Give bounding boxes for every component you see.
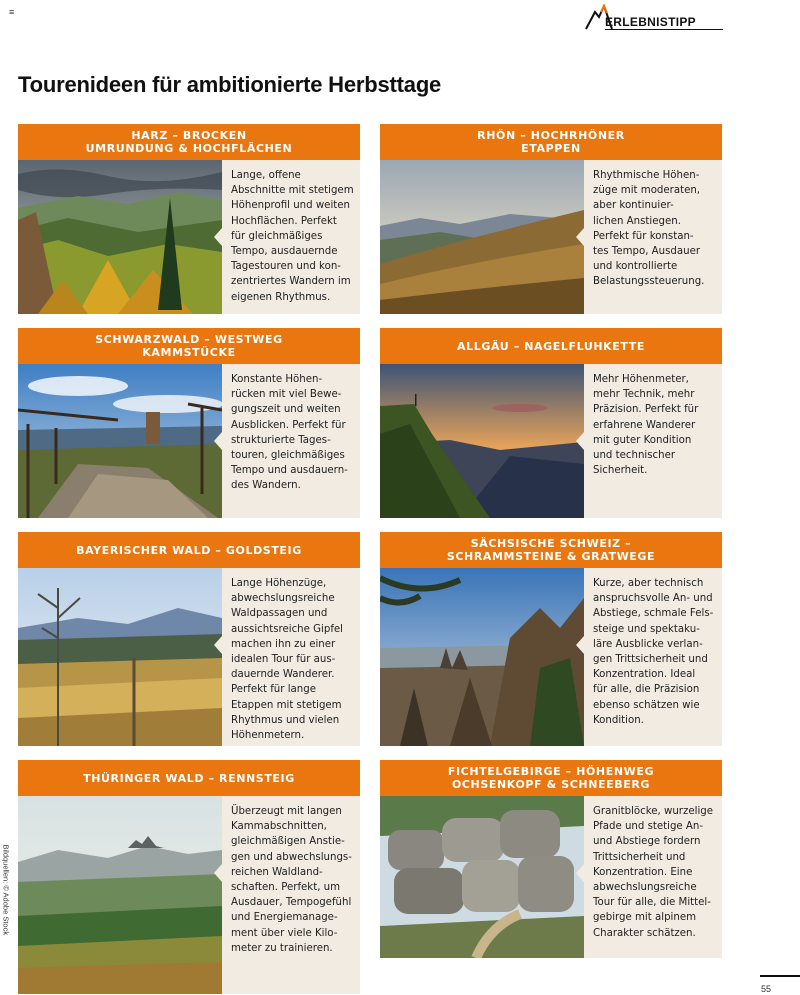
image-credit: Bildquellen: © Adobe Stock <box>1 844 11 936</box>
card-description: Lange Höhenzüge, abwechslungsreiche Waldpassagen und aussichtsreiche Gipfel machen ihn zu einer idealen Tour für aus- dauernde Wanderer. Perfekt für lange Etappen mit stetigem Rhythmus und vielen Höhenmetern. <box>222 568 360 746</box>
tour-card-bayerischer-wald <box>18 532 360 746</box>
card-title-line-1: THÜRINGER WALD – RENNSTEIG <box>83 771 295 785</box>
card-description: Granitblöcke, wurzelige Pfade und stetige An- und Abstiege fordern Trittsicherheit und Konzentration. Eine abwechslungsreiche Tour für alle, die Mittel- gebirge mit alpinem Charakter schätzen. <box>584 796 722 958</box>
card-header <box>380 328 722 364</box>
card-header <box>380 532 722 568</box>
menu-mark: ≡ <box>9 7 15 17</box>
card-title-line-2: UMRUNDUNG & HOCHFLÄCHEN <box>85 142 293 155</box>
tour-card-schwarzwald <box>18 328 360 518</box>
tour-card-thueringer-wald <box>18 760 360 994</box>
card-description: Kurze, aber technisch anspruchsvolle An- und Abstiege, schmale Fels- steige und spektaku- läre Ausblicke verlan- gen Trittsicherheit und Konzentration. Ideal für alle, die Präzision ebenso schätzen wie Kondition. <box>584 568 722 746</box>
photo-schwarzwald-summit <box>18 364 222 518</box>
card-description: Rhythmische Höhen- züge mit moderaten, aber kontinuier- lichen Anstiegen. Perfekt für konstan- tes Tempo, Ausdauer und kontrollierte Belastungssteuerung. <box>584 160 722 314</box>
card-title-line-1: RHÖN – HOCHRHÖNER <box>477 129 625 142</box>
card-title-line-1: SÄCHSISCHE SCHWEIZ – <box>470 537 632 550</box>
photo-harz-forest <box>18 160 222 314</box>
card-header <box>380 760 722 796</box>
card-header <box>18 532 360 568</box>
card-title-line-2: SCHRAMMSTEINE & GRATWEGE <box>446 550 656 563</box>
photo-bayerischer-wald-meadow <box>18 568 222 746</box>
tour-card-rhoen <box>380 124 722 314</box>
photo-allgaeu-sunset-ridge <box>380 364 584 518</box>
logo-text: ERLEBNISTIPP <box>605 15 696 29</box>
photo-rhoen-hills <box>380 160 584 314</box>
card-title-line-2: KAMMSTÜCKE <box>142 346 236 359</box>
card-title-line-1: FICHTELGEBIRGE – HÖHENWEG <box>447 765 655 778</box>
logo-underline <box>605 29 723 30</box>
photo-wartburg-forest <box>18 796 222 994</box>
card-description: Mehr Höhenmeter, mehr Technik, mehr Präzision. Perfekt für erfahrene Wanderer mit guter Kondition und technischer Sicherheit. <box>584 364 722 518</box>
card-header <box>380 124 722 160</box>
tour-card-saechsische-schweiz <box>380 532 722 746</box>
card-description: Lange, offene Abschnitte mit stetigem Höhenprofil und weiten Hochflächen. Perfekt für gleichmäßiges Tempo, ausdauernde Tagestouren und kon- zentriertes Wandern im eigenen Rhythmus. <box>222 160 360 314</box>
card-header <box>18 124 360 160</box>
card-title-line-1: HARZ – BROCKEN <box>131 129 247 142</box>
photo-schrammsteine-rocks <box>380 568 584 746</box>
card-title-line-1: BAYERISCHER WALD – GOLDSTEIG <box>76 543 302 557</box>
card-description: Konstante Höhen- rücken mit viel Bewe- gungszeit und weiten Ausblicken. Perfekt für strukturierte Tages- touren, gleichmäßiges Tempo und ausdauern- des Wandern. <box>222 364 360 518</box>
card-title-line-2: ETAPPEN <box>521 142 581 155</box>
tour-card-allgaeu <box>380 328 722 518</box>
tour-card-fichtelgebirge <box>380 760 722 958</box>
page-title: Tourenideen für ambitionierte Herbsttage <box>18 72 442 97</box>
erlebnistipp-logo <box>585 4 725 30</box>
page-number: 55 <box>761 984 772 994</box>
card-title-line-1: SCHWARZWALD – WESTWEG <box>95 333 283 346</box>
card-description: Überzeugt mit langen Kammabschnitten, gleichmäßigen Anstie- gen und abwechslungs- reichen Waldland- schaften. Perfekt, um Ausdauer, Tempogefühl und Energiemanage- ment über viele Kilo- meter zu trainieren. <box>222 796 360 994</box>
card-title-line-2: OCHSENKOPF & SCHNEEBERG <box>451 778 651 791</box>
card-title-line-1: ALLGÄU – NAGELFLUHKETTE <box>457 339 645 353</box>
tour-card-harz <box>18 124 360 314</box>
card-header <box>18 328 360 364</box>
page-rule <box>760 975 800 977</box>
photo-granite-blocks <box>380 796 584 958</box>
card-header <box>18 760 360 796</box>
